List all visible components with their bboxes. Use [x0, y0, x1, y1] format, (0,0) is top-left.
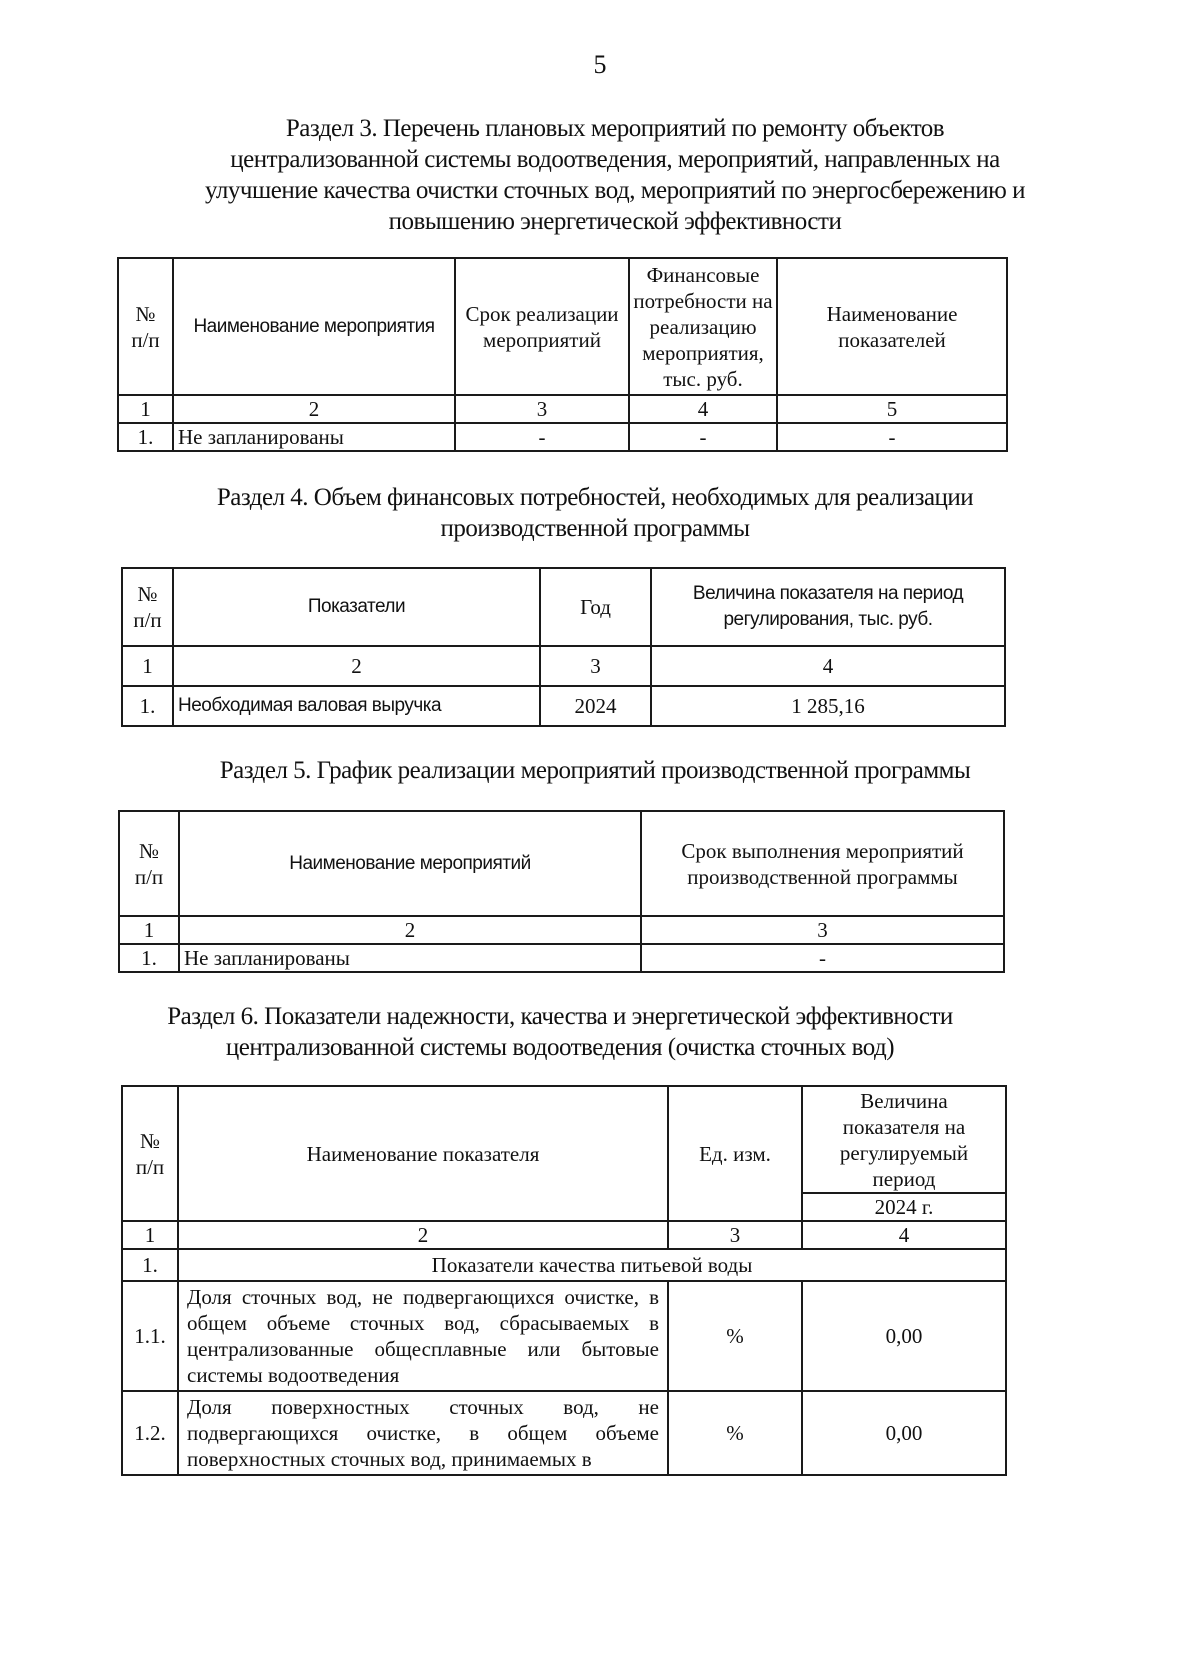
col-number: 1 — [118, 395, 173, 423]
header-indicators: Наименование показателей — [777, 258, 1007, 395]
section4-table — [121, 567, 1006, 727]
header-num: № п/п — [122, 1086, 178, 1221]
header-name: Наименование показателя — [178, 1086, 668, 1221]
row-finance: - — [629, 423, 777, 451]
section3-heading-line: централизованной системы водоотведения, мероприятий, направленных на — [230, 146, 1000, 173]
row-num: 1. — [122, 686, 173, 726]
table-row — [122, 1391, 1006, 1475]
column-number-row — [118, 395, 1007, 423]
row-value: 0,00 — [802, 1281, 1006, 1391]
section3-heading-line: Раздел 3. Перечень плановых мероприятий по ремонту объектов — [285, 115, 945, 142]
row-name: Не запланированы — [179, 944, 641, 972]
page-number: 5 — [593, 50, 607, 79]
header-term: Срок реализации мероприятий — [455, 258, 629, 395]
row-name: Доля поверхностных сточных вод, не подвергающихся очистке, в общем объеме поверхностных сточных вод, принимаемых в — [178, 1391, 668, 1475]
row-indicators: - — [777, 423, 1007, 451]
header-value: Величина показателя на регулируемый период — [802, 1086, 1006, 1193]
row-value: 1 285,16 — [651, 686, 1005, 726]
row-name: Доля сточных вод, не подвергающихся очистке, в общем объеме сточных вод, сбрасываемых в централизованные общесплавные или бытовые системы водоотведения — [178, 1281, 668, 1391]
header-finance: Финансовые потребности на реализацию мероприятия, тыс. руб. — [629, 258, 777, 395]
col-number: 2 — [173, 395, 455, 423]
table-header-row — [119, 811, 1004, 916]
row-unit: % — [668, 1391, 802, 1475]
section4-heading-line: Раздел 4. Объем финансовых потребностей, необходимых для реализации — [216, 484, 974, 511]
col-number: 3 — [455, 395, 629, 423]
col-number: 1 — [119, 916, 179, 944]
column-number-row — [122, 646, 1005, 686]
section6-heading — [120, 1001, 1000, 1063]
col-number: 4 — [629, 395, 777, 423]
row-value: 0,00 — [802, 1391, 1006, 1475]
row-num: 1.2. — [122, 1391, 178, 1475]
header-unit: Ед. изм. — [668, 1086, 802, 1221]
col-number: 3 — [641, 916, 1004, 944]
col-number: 3 — [668, 1221, 802, 1249]
col-number: 5 — [777, 395, 1007, 423]
row-term: - — [641, 944, 1004, 972]
row-year: 2024 — [540, 686, 651, 726]
column-number-row — [119, 916, 1004, 944]
section3-heading — [100, 113, 1130, 237]
group-title: Показатели качества питьевой воды — [178, 1249, 1006, 1281]
section3-heading-line: улучшение качества очистки сточных вод, мероприятий по энергосбережению и — [205, 177, 1025, 204]
section6-heading-line: централизованной системы водоотведения (очистка сточных вод) — [225, 1034, 895, 1061]
row-term: - — [455, 423, 629, 451]
header-num: № п/п — [119, 811, 179, 916]
section6-heading-line: Раздел 6. Показатели надежности, качества и энергетической эффективности — [167, 1003, 953, 1030]
section5-heading: Раздел 5. График реализации мероприятий производственной программы — [219, 757, 971, 784]
section3-heading-line: повышению энергетической эффективности — [388, 208, 842, 235]
table-row — [122, 1281, 1006, 1391]
table-row — [118, 423, 1007, 451]
row-num: 1.1. — [122, 1281, 178, 1391]
col-number: 4 — [802, 1221, 1006, 1249]
col-number: 3 — [540, 646, 651, 686]
section6-table — [121, 1085, 1007, 1476]
row-indicator: Необходимая валовая выручка — [173, 686, 540, 726]
row-name: Не запланированы — [173, 423, 455, 451]
section5-table — [118, 810, 1005, 973]
header-name: Наименование мероприятий — [179, 811, 641, 916]
table-row — [119, 944, 1004, 972]
section3-table — [117, 257, 1008, 452]
col-number: 2 — [173, 646, 540, 686]
table-row — [122, 686, 1005, 726]
header-value: Величина показателя на период регулирования, тыс. руб. — [651, 568, 1005, 646]
header-num: № п/п — [122, 568, 173, 646]
col-number: 1 — [122, 646, 173, 686]
row-num: 1. — [118, 423, 173, 451]
col-number: 2 — [179, 916, 641, 944]
header-term: Срок выполнения мероприятий производственной программы — [641, 811, 1004, 916]
header-indicators: Показатели — [173, 568, 540, 646]
table-header-row — [122, 1086, 1006, 1193]
section4-heading — [180, 482, 1010, 544]
col-number: 4 — [651, 646, 1005, 686]
row-unit: % — [668, 1281, 802, 1391]
header-num: № п/п — [118, 258, 173, 395]
col-number: 1 — [122, 1221, 178, 1249]
row-num: 1. — [119, 944, 179, 972]
column-number-row — [122, 1221, 1006, 1249]
group-row — [122, 1249, 1006, 1281]
col-number: 2 — [178, 1221, 668, 1249]
table-header-row — [122, 568, 1005, 646]
table-header-row — [118, 258, 1007, 395]
header-year: Год — [540, 568, 651, 646]
header-year: 2024 г. — [802, 1193, 1006, 1221]
group-num: 1. — [122, 1249, 178, 1281]
section4-heading-line: производственной программы — [440, 515, 750, 542]
header-name: Наименование мероприятия — [173, 258, 455, 395]
